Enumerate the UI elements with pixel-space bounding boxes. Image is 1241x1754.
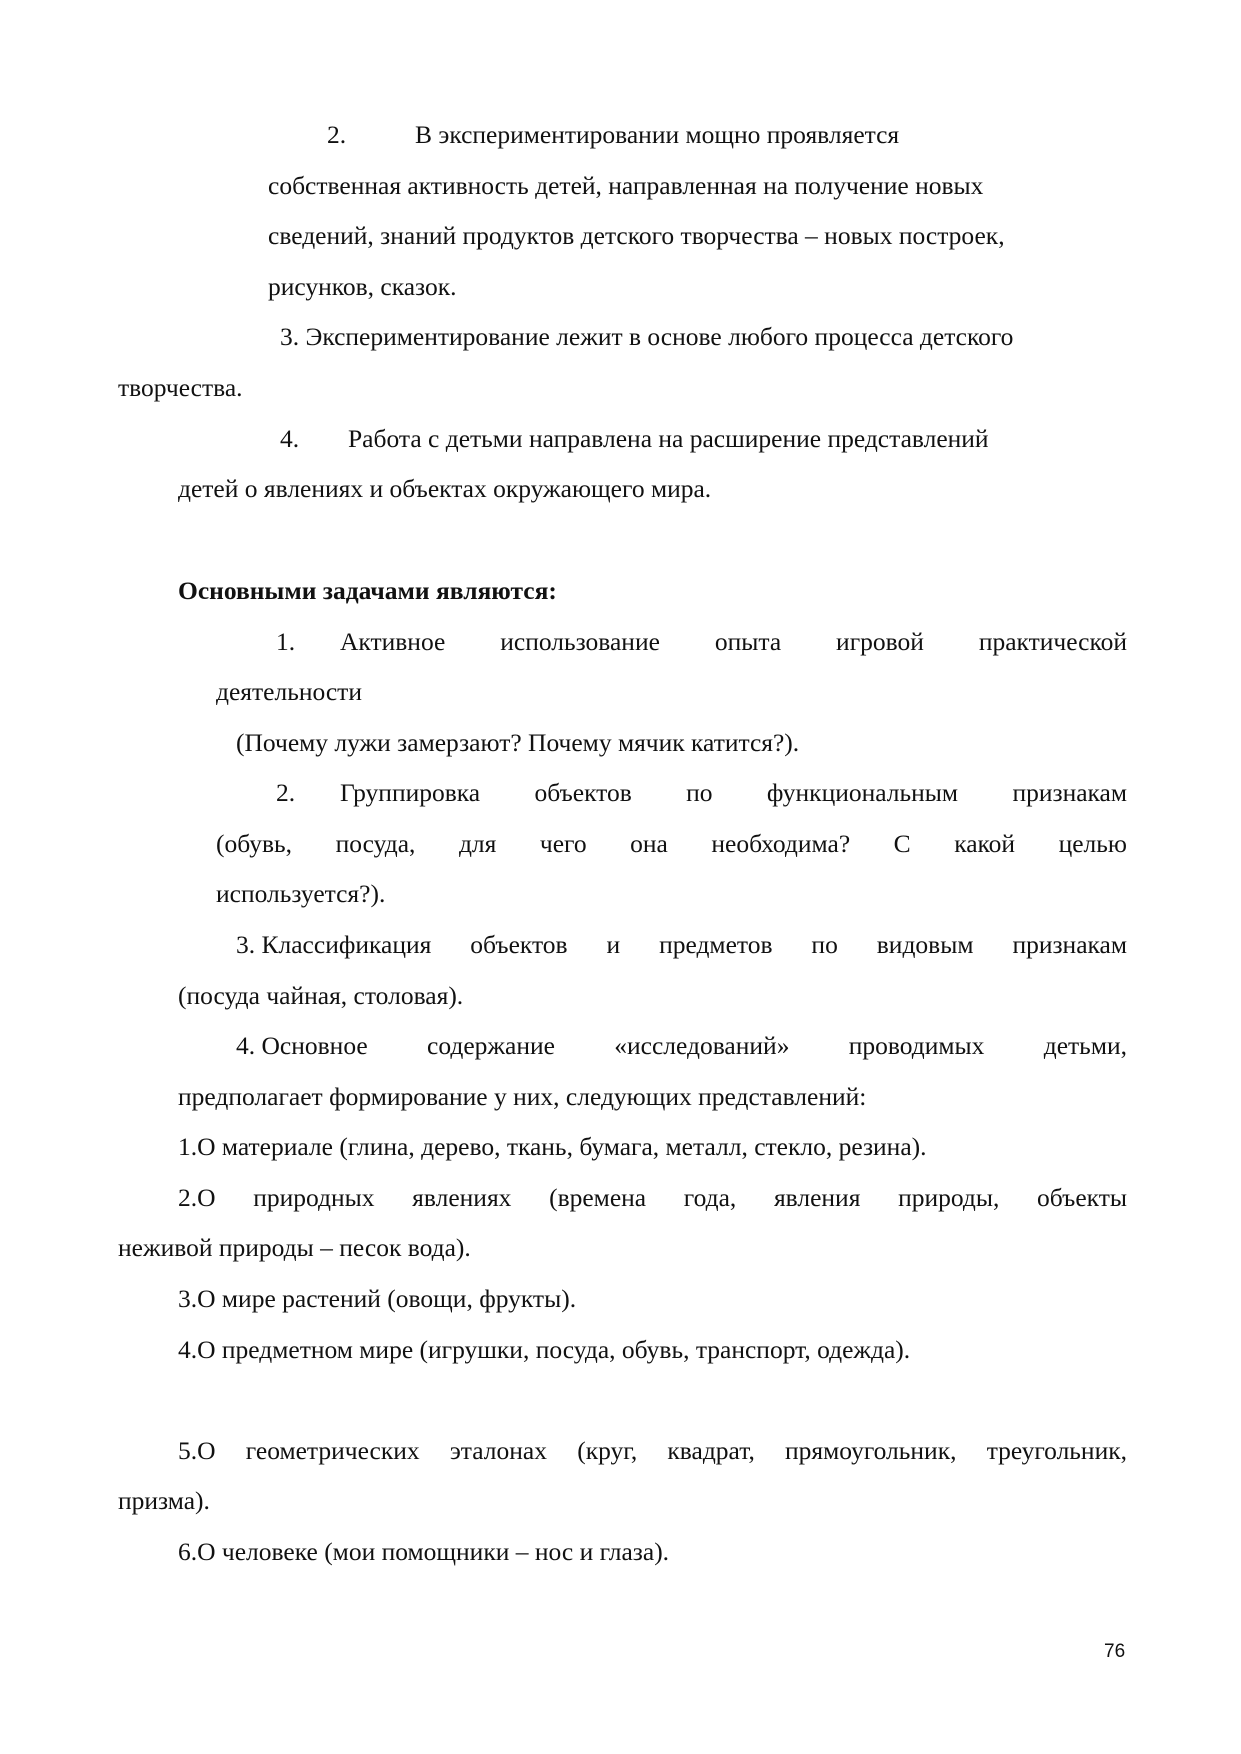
item-4-line: детей о явлениях и объектах окружающего мира. <box>178 474 712 503</box>
word: природы, <box>898 1183 1000 1212</box>
word: года, <box>683 1183 737 1212</box>
word: 5.О <box>178 1436 216 1465</box>
word: объектов <box>534 778 632 807</box>
word: «исследований» <box>614 1031 790 1060</box>
idea-2-second-line: неживой природы – песок вода). <box>118 1233 471 1262</box>
idea-1: 1.О материале (глина, дерево, ткань, бумага, металл, стекло, резина). <box>178 1132 927 1161</box>
task-4-first-line <box>236 1031 1127 1061</box>
tasks-heading: Основными задачами являются: <box>178 576 557 605</box>
task-3-first-line <box>236 930 1127 960</box>
word: признакам <box>1012 778 1127 807</box>
idea-4: 4.О предметном мире (игрушки, посуда, обувь, транспорт, одежда). <box>178 1335 911 1364</box>
word: эталонах <box>449 1436 547 1465</box>
word: Группировка <box>340 778 481 807</box>
word: для <box>458 829 497 858</box>
task-2-first-line <box>340 778 1127 808</box>
word: С <box>893 829 911 858</box>
idea-5-first-line <box>178 1436 1127 1466</box>
page-number: 76 <box>1104 1641 1126 1662</box>
task-3-line: (посуда чайная, столовая). <box>178 981 464 1010</box>
word: (обувь, <box>216 829 293 858</box>
item-2-line: В экспериментировании мощно проявляется <box>415 120 900 149</box>
item-4-line: Работа с детьми направлена на расширение представлений <box>348 424 989 453</box>
item-2-line: собственная активность детей, направленная на получение новых <box>268 171 984 200</box>
item-2-number: 2. <box>327 120 347 149</box>
word: объектов <box>470 930 568 959</box>
word: опыта <box>714 627 782 656</box>
item-3-line: 3. Экспериментирование лежит в основе любого процесса детского <box>280 322 1014 351</box>
word: геометрических <box>245 1436 420 1465</box>
item-4-number: 4. <box>280 424 300 453</box>
word: какой <box>954 829 1016 858</box>
task-1-number: 1. <box>276 627 296 656</box>
word: 3. Классификация <box>236 930 432 959</box>
word: и <box>606 930 621 959</box>
word: содержание <box>427 1031 555 1060</box>
word: она <box>630 829 668 858</box>
word: использование <box>500 627 660 656</box>
idea-6: 6.О человеке (мои помощники – нос и глаза). <box>178 1537 670 1566</box>
item-2-line: сведений, знаний продуктов детского творчества – новых построек, <box>268 221 1005 250</box>
word: предметов <box>659 930 773 959</box>
task-1-line: деятельности <box>216 677 362 706</box>
idea-5-second-line: призма). <box>118 1486 210 1515</box>
word: целью <box>1058 829 1127 858</box>
word: Активное <box>340 627 446 656</box>
word: признакам <box>1012 930 1127 959</box>
task-1-line: (Почему лужи замерзают? Почему мячик катится?). <box>236 728 800 757</box>
word: видовым <box>876 930 974 959</box>
word: посуда, <box>335 829 416 858</box>
word: треугольник, <box>986 1436 1127 1465</box>
task-4-line: предполагает формирование у них, следующих представлений: <box>178 1082 867 1111</box>
word: прямоугольник, <box>785 1436 957 1465</box>
idea-2-first-line <box>178 1183 1127 1213</box>
task-2-number: 2. <box>276 778 296 807</box>
word: чего <box>539 829 587 858</box>
word: (круг, <box>577 1436 638 1465</box>
word: необходима? <box>711 829 851 858</box>
word: по <box>686 778 713 807</box>
word: по <box>811 930 838 959</box>
task-2-line: используется?). <box>216 879 386 908</box>
word: явления <box>773 1183 861 1212</box>
task-2-second-line <box>216 829 1127 859</box>
word: явлениях <box>412 1183 512 1212</box>
item-3-line: творчества. <box>118 373 243 402</box>
idea-3: 3.О мире растений (овощи, фрукты). <box>178 1284 577 1313</box>
word: объекты <box>1037 1183 1127 1212</box>
word: игровой <box>836 627 924 656</box>
word: функциональным <box>766 778 959 807</box>
word: 4. Основное <box>236 1031 368 1060</box>
word: проводимых <box>848 1031 985 1060</box>
word: квадрат, <box>667 1436 755 1465</box>
word: детьми, <box>1043 1031 1127 1060</box>
item-2-line: рисунков, сказок. <box>268 272 457 301</box>
word: 2.О <box>178 1183 216 1212</box>
word: природных <box>253 1183 375 1212</box>
task-1-first-line <box>340 627 1127 657</box>
word: практической <box>978 627 1127 656</box>
word: (времена <box>549 1183 647 1212</box>
